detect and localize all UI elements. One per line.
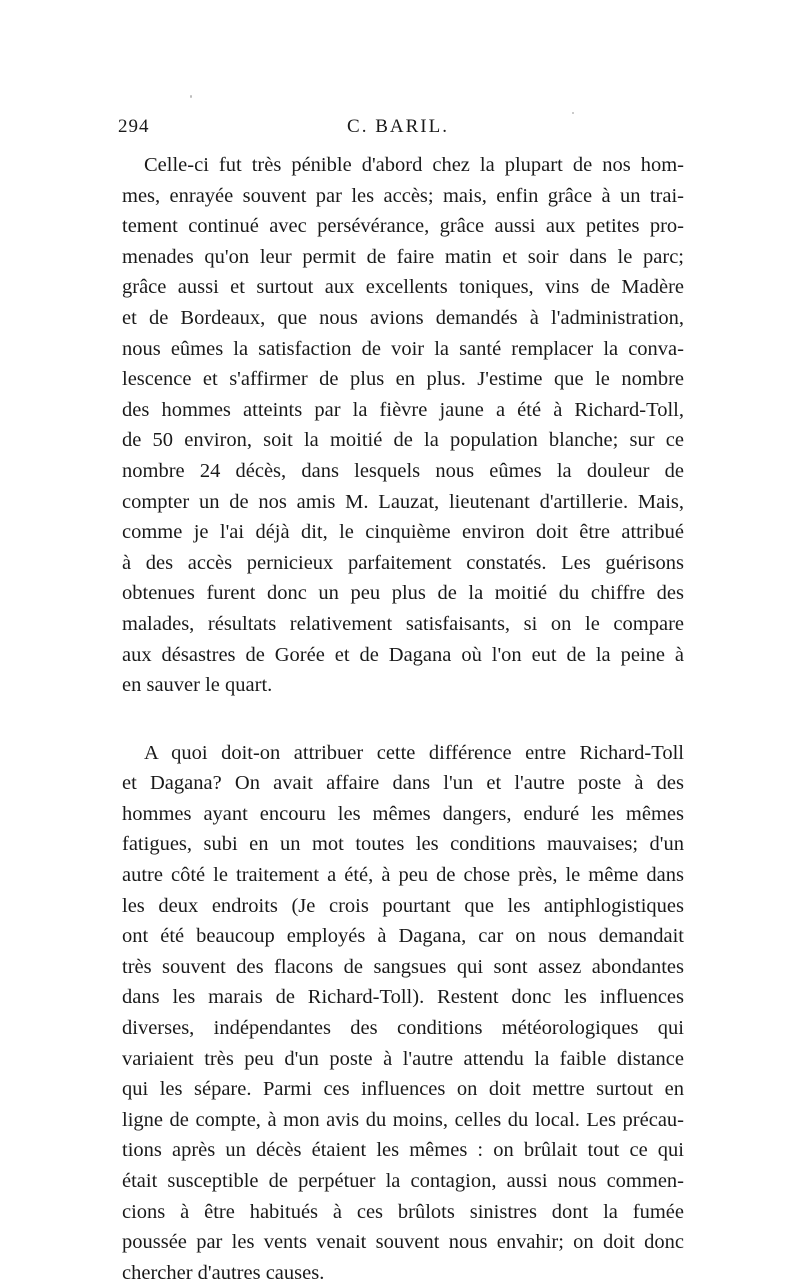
paper-speck [190, 95, 192, 98]
paragraph-1 [122, 150, 684, 701]
text-line: ont été beaucoup employés à Dagana, car on nous demandait [122, 925, 684, 948]
text-line: chercher d'autres causes. [122, 1261, 325, 1284]
text-line: dans les marais de Richard-Toll). Restent donc les influences [122, 986, 684, 1009]
text-line: malades, résultats relativement satisfaisants, si on le compare [122, 612, 684, 635]
running-head [118, 116, 678, 140]
paragraph-gap [122, 701, 684, 738]
running-title: C. BARIL. [347, 116, 449, 137]
paper-speck [572, 112, 574, 114]
text-line: tions après un décès étaient les mêmes : on brûlait tout ce qui [122, 1139, 684, 1162]
text-line: qui les sépare. Parmi ces influences on doit mettre surtout en [122, 1078, 684, 1101]
text-line: diverses, indépendantes des conditions météorologiques qui [122, 1017, 684, 1040]
text-line: des hommes atteints par la fièvre jaune a été à Richard-Toll, [122, 398, 684, 421]
paragraph-2 [122, 738, 684, 1288]
text-line: très souvent des flacons de sangsues qui sont assez abondantes [122, 955, 684, 978]
text-line: Celle-ci fut très pénible d'abord chez la plupart de nos hom- [144, 154, 684, 176]
text-line: autre côté le traitement a été, à peu de chose près, le même dans [122, 864, 684, 887]
text-line: poussée par les vents venait souvent nous envahir; on doit donc [122, 1231, 684, 1254]
text-line: nous eûmes la satisfaction de voir la santé remplacer la conva- [122, 337, 684, 360]
page-number: 294 [118, 116, 150, 137]
text-line: variaient très peu d'un poste à l'autre attendu la faible distance [122, 1047, 684, 1070]
text-line: A quoi doit-on attribuer cette différence entre Richard-Toll [144, 741, 684, 764]
text-line: les deux endroits (Je crois pourtant que les antiphlogistiques [122, 894, 684, 917]
text-line: cions à être habitués à ces brûlots sinistres dont la fumée [122, 1200, 684, 1223]
text-line: menades qu'on leur permit de faire matin et soir dans le parc; [122, 245, 684, 268]
text-line: hommes ayant encouru les mêmes dangers, enduré les mêmes [122, 802, 684, 825]
text-line: fatigues, subi en un mot toutes les conditions mauvaises; d'un [122, 833, 684, 856]
text-line: à des accès pernicieux parfaitement constatés. Les guérisons [122, 551, 684, 574]
text-line: ligne de compte, à mon avis du moins, celles du local. Les précau- [122, 1108, 684, 1131]
text-line: mes, enrayée souvent par les accès; mais, enfin grâce à un trai- [122, 184, 684, 207]
text-line: était susceptible de perpétuer la contagion, aussi nous commen- [122, 1170, 684, 1192]
text-line: lescence et s'affirmer de plus en plus. J'estime que le nombre [122, 368, 684, 391]
text-line: comme je l'ai déjà dit, le cinquième environ doit être attribué [122, 521, 684, 544]
text-line: tement continué avec persévérance, grâce aussi aux petites pro- [122, 215, 684, 238]
text-line: et de Bordeaux, que nous avions demandés à l'administration, [122, 306, 684, 329]
text-line: en sauver le quart. [122, 674, 273, 697]
text-line: de 50 environ, soit la moitié de la population blanche; sur ce [122, 429, 684, 452]
text-line: grâce aussi et surtout aux excellents toniques, vins de Madère [122, 276, 684, 299]
text-line: aux désastres de Gorée et de Dagana où l'on eut de la peine à [122, 643, 684, 666]
text-line: compter un de nos amis M. Lauzat, lieutenant d'artillerie. Mais, [122, 490, 684, 513]
text-line: obtenues furent donc un peu plus de la moitié du chiffre des [122, 582, 684, 605]
text-line: nombre 24 décès, dans lesquels nous eûmes la douleur de [122, 459, 684, 482]
text-line: et Dagana? On avait affaire dans l'un et l'autre poste à des [122, 772, 684, 795]
body-text [122, 150, 684, 1288]
